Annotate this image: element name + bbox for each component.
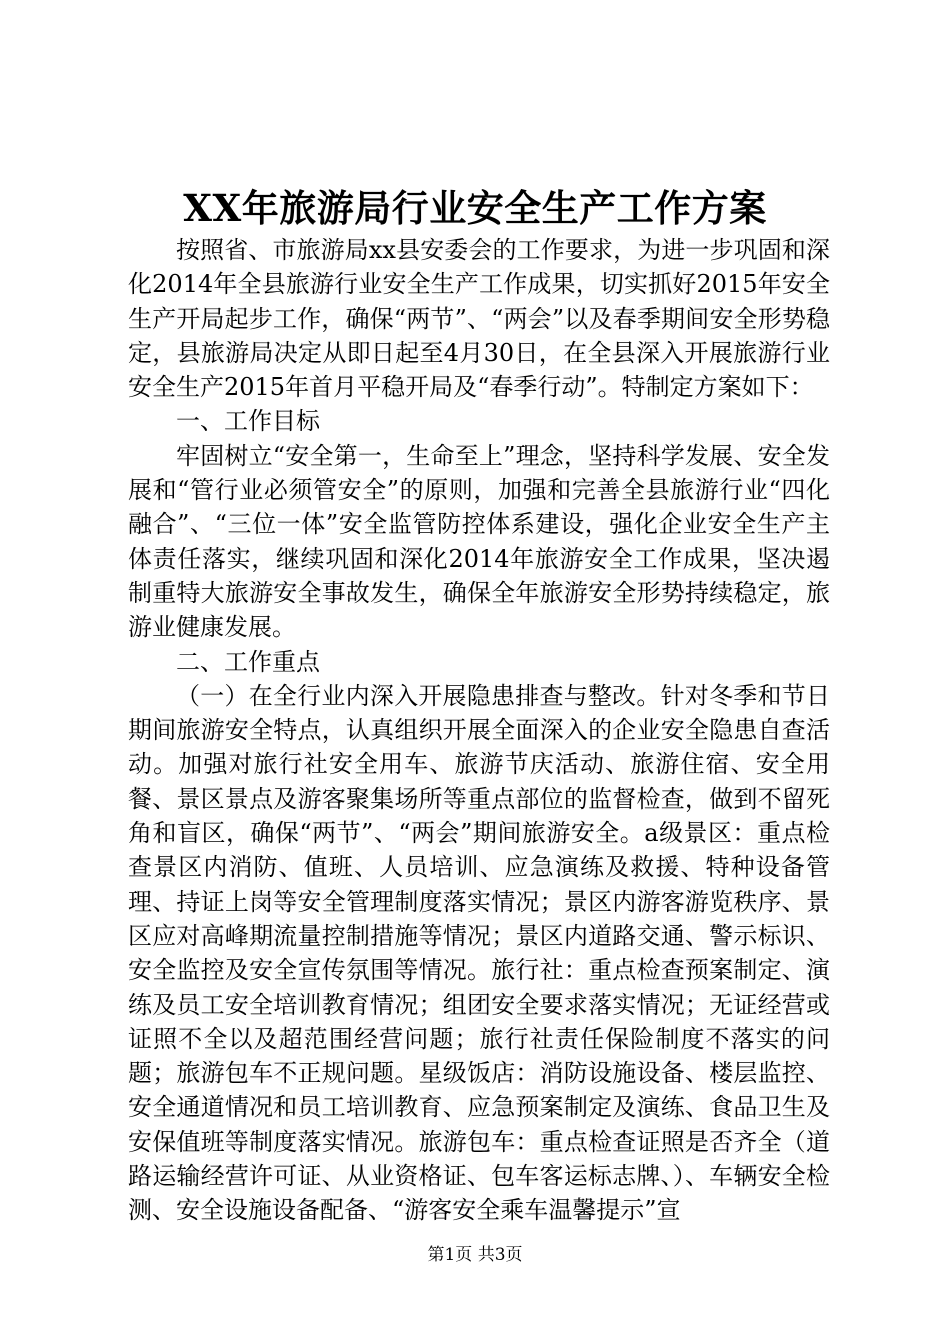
section-heading-goals: 一、工作目标 <box>176 407 320 436</box>
goals-paragraph: 牢固树立“安全第一，生命至上”理念，坚持科学发展、安全发展和“管行业必须管安全”的原则，加强和完善全县旅游行业“四化融合”、“三位一体”安全监管防控体系建设，强化企业安全生产主体责任落实，继续巩固和深化2014年旅游安全工作成果，坚决遏制重特大旅游安全事故发生，确保全年旅游安全形势持续稳定，旅游业健康发展。 <box>128 441 830 642</box>
page-number-footer: 第1页 共3页 <box>427 1245 523 1265</box>
document-body <box>128 233 830 1228</box>
focus-paragraph-1: （一）在全行业内深入开展隐患排查与整改。针对冬季和节日期间旅游安全特点，认真组织开展全面深入的企业安全隐患自查活动。加强对旅行社安全用车、旅游节庆活动、旅游住宿、安全用餐、景区景点及游客聚集场所等重点部位的监督检查，做到不留死角和盲区，确保“两节”、“两会”期间旅游安全。a级景区：重点检查景区内消防、值班、人员培训、应急演练及救援、特种设备管理、持证上岗等安全管理制度落实情况；景区内游客游览秩序、景区应对高峰期流量控制措施等情况；景区内道路交通、警示标识、安全监控及安全宣传氛围等情况。旅行社：重点检查预案制定、演练及员工安全培训教育情况；组团安全要求落实情况；无证经营或证照不全以及超范围经营问题；旅行社责任保险制度不落实的问题；旅游包车不正规问题。星级饭店：消防设施设备、楼层监控、安全通道情况和员工培训教育、应急预案制定及演练、食品卫生及安保值班等制度落实情况。旅游包车：重点检查证照是否齐全（道路运输经营许可证、从业资格证、包车客运标志牌、）、车辆安全检测、安全设施设备配备、“游客安全乘车温馨提示”宣 <box>128 681 830 1225</box>
section-heading-focus: 二、工作重点 <box>176 647 320 676</box>
intro-paragraph: 按照省、市旅游局xx县安委会的工作要求，为进一步巩固和深化2014年全县旅游行业安全生产工作成果，切实抓好2015年安全生产开局起步工作，确保“两节”、“两会”以及春季期间安全形势稳定，县旅游局决定从即日起至4月30日，在全县深入开展旅游行业安全生产2015年首月平稳开局及“春季行动”。特制定方案如下： <box>128 236 830 402</box>
document-title: XX年旅游局行业安全生产工作方案 <box>183 186 767 230</box>
